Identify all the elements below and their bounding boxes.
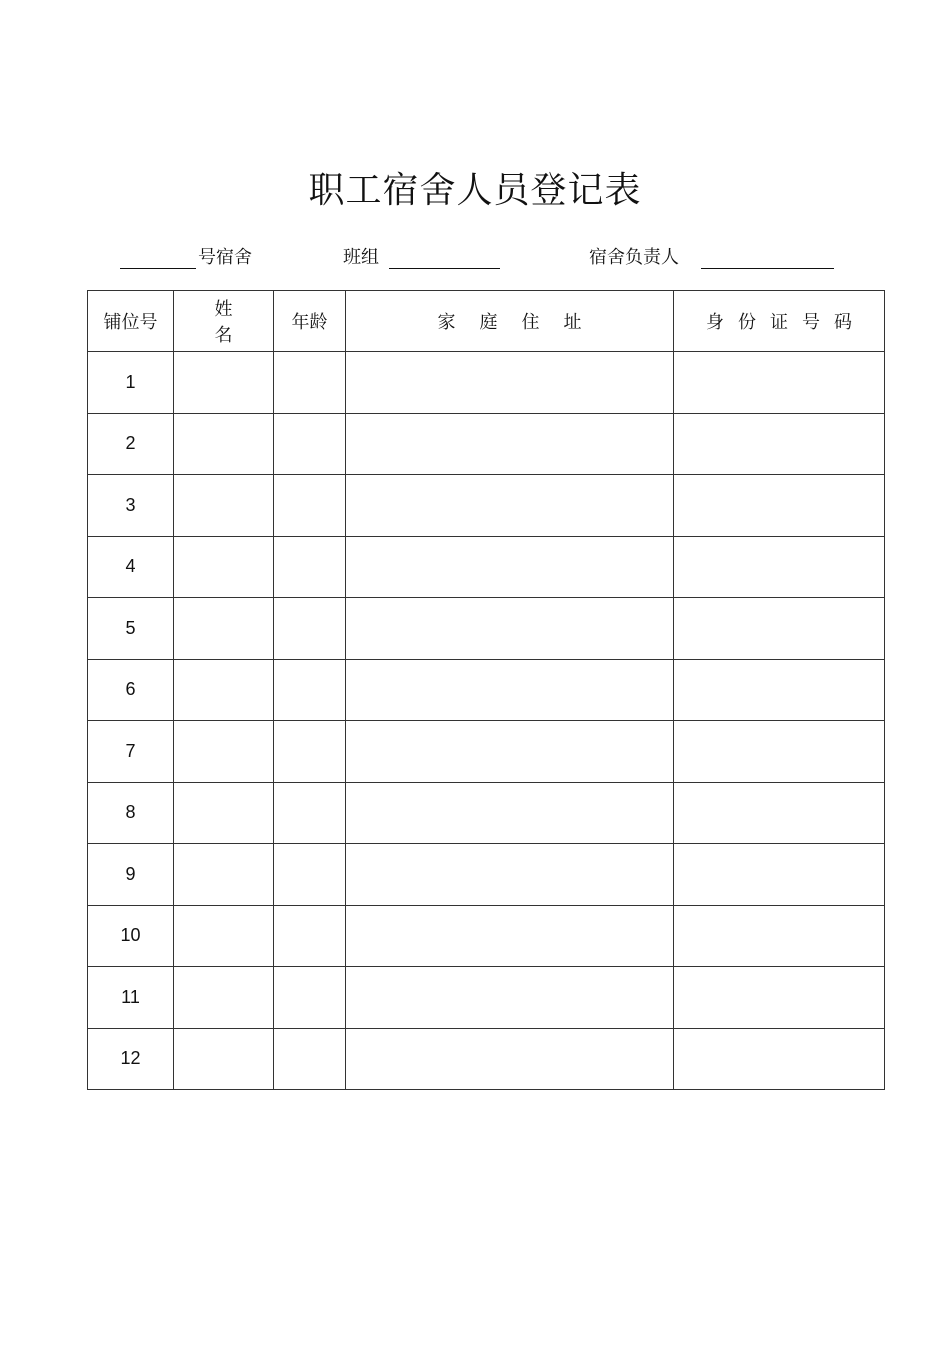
id-number-cell[interactable] [674, 598, 885, 660]
dorm-suffix-label: 号宿舍 [198, 247, 252, 268]
address-cell[interactable] [346, 844, 674, 906]
id-number-cell[interactable] [674, 659, 885, 721]
bed-number-cell: 6 [88, 659, 174, 721]
name-cell[interactable] [174, 352, 274, 414]
manager-field[interactable] [701, 268, 834, 269]
table-row [88, 352, 885, 414]
name-cell[interactable] [174, 598, 274, 660]
address-cell[interactable] [346, 659, 674, 721]
table-row [88, 475, 885, 537]
table-row [88, 536, 885, 598]
table-row [88, 844, 885, 906]
name-cell[interactable] [174, 659, 274, 721]
age-cell[interactable] [274, 475, 346, 537]
name-cell[interactable] [174, 782, 274, 844]
id-number-cell[interactable] [674, 1028, 885, 1090]
page-title: 职工宿舍人员登记表 [308, 170, 642, 211]
age-cell[interactable] [274, 598, 346, 660]
name-cell[interactable] [174, 721, 274, 783]
age-cell[interactable] [274, 905, 346, 967]
age-cell[interactable] [274, 536, 346, 598]
name-cell[interactable] [174, 1028, 274, 1090]
header-id-number: 身份证号码 [674, 291, 885, 352]
address-cell[interactable] [346, 905, 674, 967]
table-row [88, 967, 885, 1029]
id-number-cell[interactable] [674, 721, 885, 783]
team-label: 班组 [343, 247, 379, 268]
manager-label: 宿舍负责人 [589, 247, 679, 268]
id-number-cell[interactable] [674, 536, 885, 598]
age-cell[interactable] [274, 844, 346, 906]
name-cell[interactable] [174, 967, 274, 1029]
name-cell[interactable] [174, 536, 274, 598]
age-cell[interactable] [274, 967, 346, 1029]
bed-number-cell: 1 [88, 352, 174, 414]
header-home-address: 家庭住址 [346, 291, 674, 352]
address-cell[interactable] [346, 967, 674, 1029]
bed-number-cell: 4 [88, 536, 174, 598]
name-cell[interactable] [174, 413, 274, 475]
address-cell[interactable] [346, 536, 674, 598]
name-cell[interactable] [174, 844, 274, 906]
age-cell[interactable] [274, 1028, 346, 1090]
bed-number-cell: 9 [88, 844, 174, 906]
header-bed-number: 铺位号 [88, 291, 174, 352]
age-cell[interactable] [274, 659, 346, 721]
bed-number-cell: 12 [88, 1028, 174, 1090]
address-cell[interactable] [346, 782, 674, 844]
bed-number-cell: 11 [88, 967, 174, 1029]
address-cell[interactable] [346, 352, 674, 414]
table-row [88, 659, 885, 721]
address-cell[interactable] [346, 1028, 674, 1090]
id-number-cell[interactable] [674, 844, 885, 906]
age-cell[interactable] [274, 782, 346, 844]
team-field[interactable] [389, 268, 500, 269]
bed-number-cell: 5 [88, 598, 174, 660]
age-cell[interactable] [274, 413, 346, 475]
bed-number-cell: 3 [88, 475, 174, 537]
bed-number-cell: 7 [88, 721, 174, 783]
address-cell[interactable] [346, 475, 674, 537]
age-cell[interactable] [274, 352, 346, 414]
id-number-cell[interactable] [674, 905, 885, 967]
dorm-register-table [87, 290, 885, 1090]
dorm-number-field[interactable] [120, 268, 196, 269]
table-header-row [88, 291, 885, 352]
id-number-cell[interactable] [674, 782, 885, 844]
id-number-cell[interactable] [674, 352, 885, 414]
bed-number-cell: 10 [88, 905, 174, 967]
address-cell[interactable] [346, 721, 674, 783]
id-number-cell[interactable] [674, 475, 885, 537]
table-row [88, 413, 885, 475]
table-row [88, 782, 885, 844]
table-row [88, 905, 885, 967]
header-name: 姓名 [174, 291, 274, 352]
name-cell[interactable] [174, 905, 274, 967]
id-number-cell[interactable] [674, 967, 885, 1029]
age-cell[interactable] [274, 721, 346, 783]
table-row [88, 721, 885, 783]
header-age: 年龄 [274, 291, 346, 352]
address-cell[interactable] [346, 413, 674, 475]
table-row [88, 598, 885, 660]
bed-number-cell: 2 [88, 413, 174, 475]
bed-number-cell: 8 [88, 782, 174, 844]
table-row [88, 1028, 885, 1090]
id-number-cell[interactable] [674, 413, 885, 475]
name-cell[interactable] [174, 475, 274, 537]
address-cell[interactable] [346, 598, 674, 660]
